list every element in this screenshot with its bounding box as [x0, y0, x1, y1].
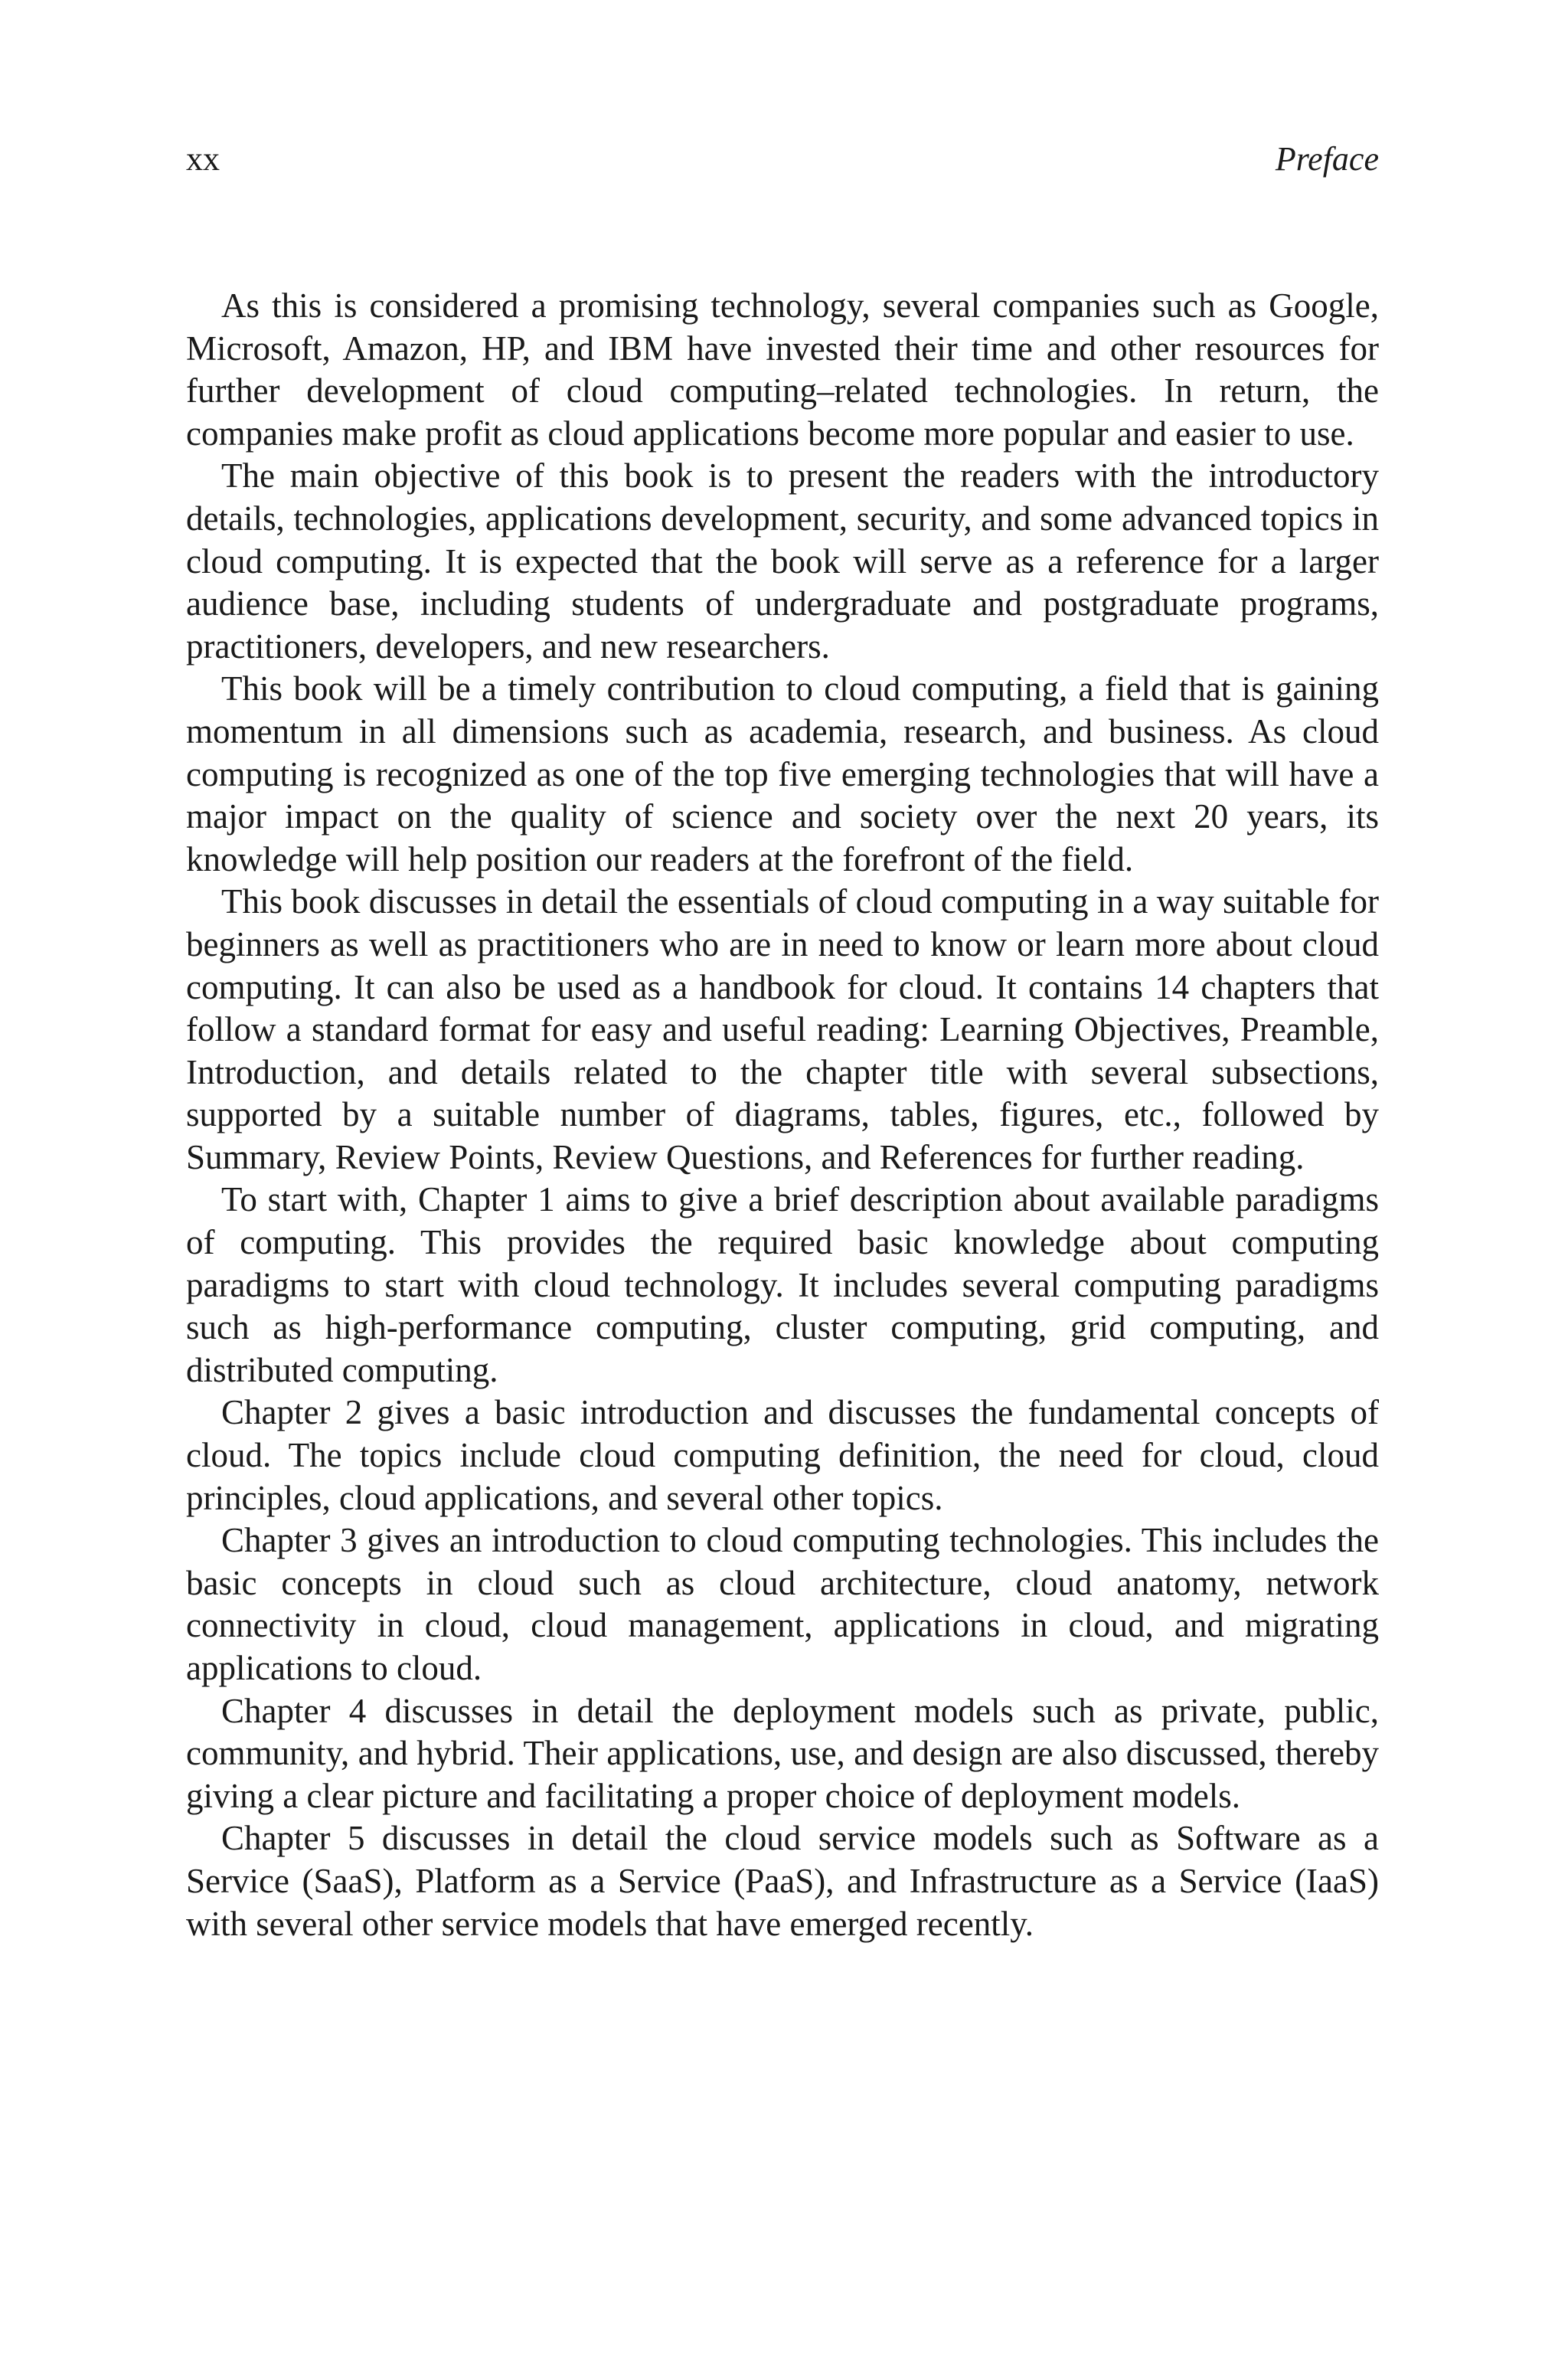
- paragraph-chapter-2: Chapter 2 gives a basic introduction and discusses the fundamental concepts of cloud. The topics include cloud computing definition, the need for cloud, cloud principles, cloud applications, and several other topics.: [186, 1393, 1379, 1517]
- paragraph-intro-companies: As this is considered a promising technology, several companies such as Google, Microsoft, Amazon, HP, and IBM have invested their time and other resources for further development of cloud computing–related technologies. In return, the companies make profit as cloud applications become more popular and easier to use.: [186, 286, 1379, 453]
- paragraph-chapter-1: To start with, Chapter 1 aims to give a brief description about available paradigms of computing. This provides the required basic knowledge about computing paradigms to start with cloud technology. It includes several computing paradigms such as high-performance computing, cluster computing, grid computing, and distributed computing.: [186, 1180, 1379, 1389]
- section-title: Preface: [1275, 140, 1379, 178]
- paragraph-chapter-5: Chapter 5 discusses in detail the cloud service models such as Software as a Service (SaaS), Platform as a Service (PaaS), and Infrastructure as a Service (IaaS) with several other service models that have emerged recently.: [186, 1819, 1379, 1943]
- paragraph-chapter-3: Chapter 3 gives an introduction to cloud computing technologies. This includes the basic concepts in cloud such as cloud architecture, cloud anatomy, network connectivity in cloud, cloud management, applications in cloud, and migrating applications to cloud.: [186, 1521, 1379, 1687]
- page-number: xx: [186, 140, 220, 178]
- running-header: [186, 136, 1379, 182]
- paragraph-book-objective: The main objective of this book is to present the readers with the introductory details, technologies, applications development, security, and some advanced topics in cloud computing. It is expected that the book will serve as a reference for a larger audience base, including students of undergraduate and postgraduate programs, practitioners, developers, and new researchers.: [186, 456, 1379, 666]
- paragraph-book-format: This book discusses in detail the essentials of cloud computing in a way suitable for beginners as well as practitioners who are in need to know or learn more about cloud computing. It can also be used as a handbook for cloud. It contains 14 chapters that follow a standard format for easy and useful reading: Learning Objectives, Preamble, Introduction, and details related to the chapter title with several subsections, supported by a suitable number of diagrams, tables, figures, etc., followed by Summary, Review Points, Review Questions, and References for further reading.: [186, 882, 1379, 1176]
- paragraph-timely-contribution: This book will be a timely contribution to cloud computing, a field that is gaining momentum in all dimensions such as academia, research, and business. As cloud computing is recognized as one of the top five emerging technologies that will have a major impact on the quality of science and society over the next 20 years, its knowledge will help position our readers at the forefront of the field.: [186, 669, 1379, 878]
- body-text: [186, 285, 1379, 1945]
- paragraph-chapter-4: Chapter 4 discusses in detail the deployment models such as private, public, community, and hybrid. Their applications, use, and design are also discussed, thereby giving a clear picture and facilitating a proper choice of deployment models.: [186, 1691, 1379, 1815]
